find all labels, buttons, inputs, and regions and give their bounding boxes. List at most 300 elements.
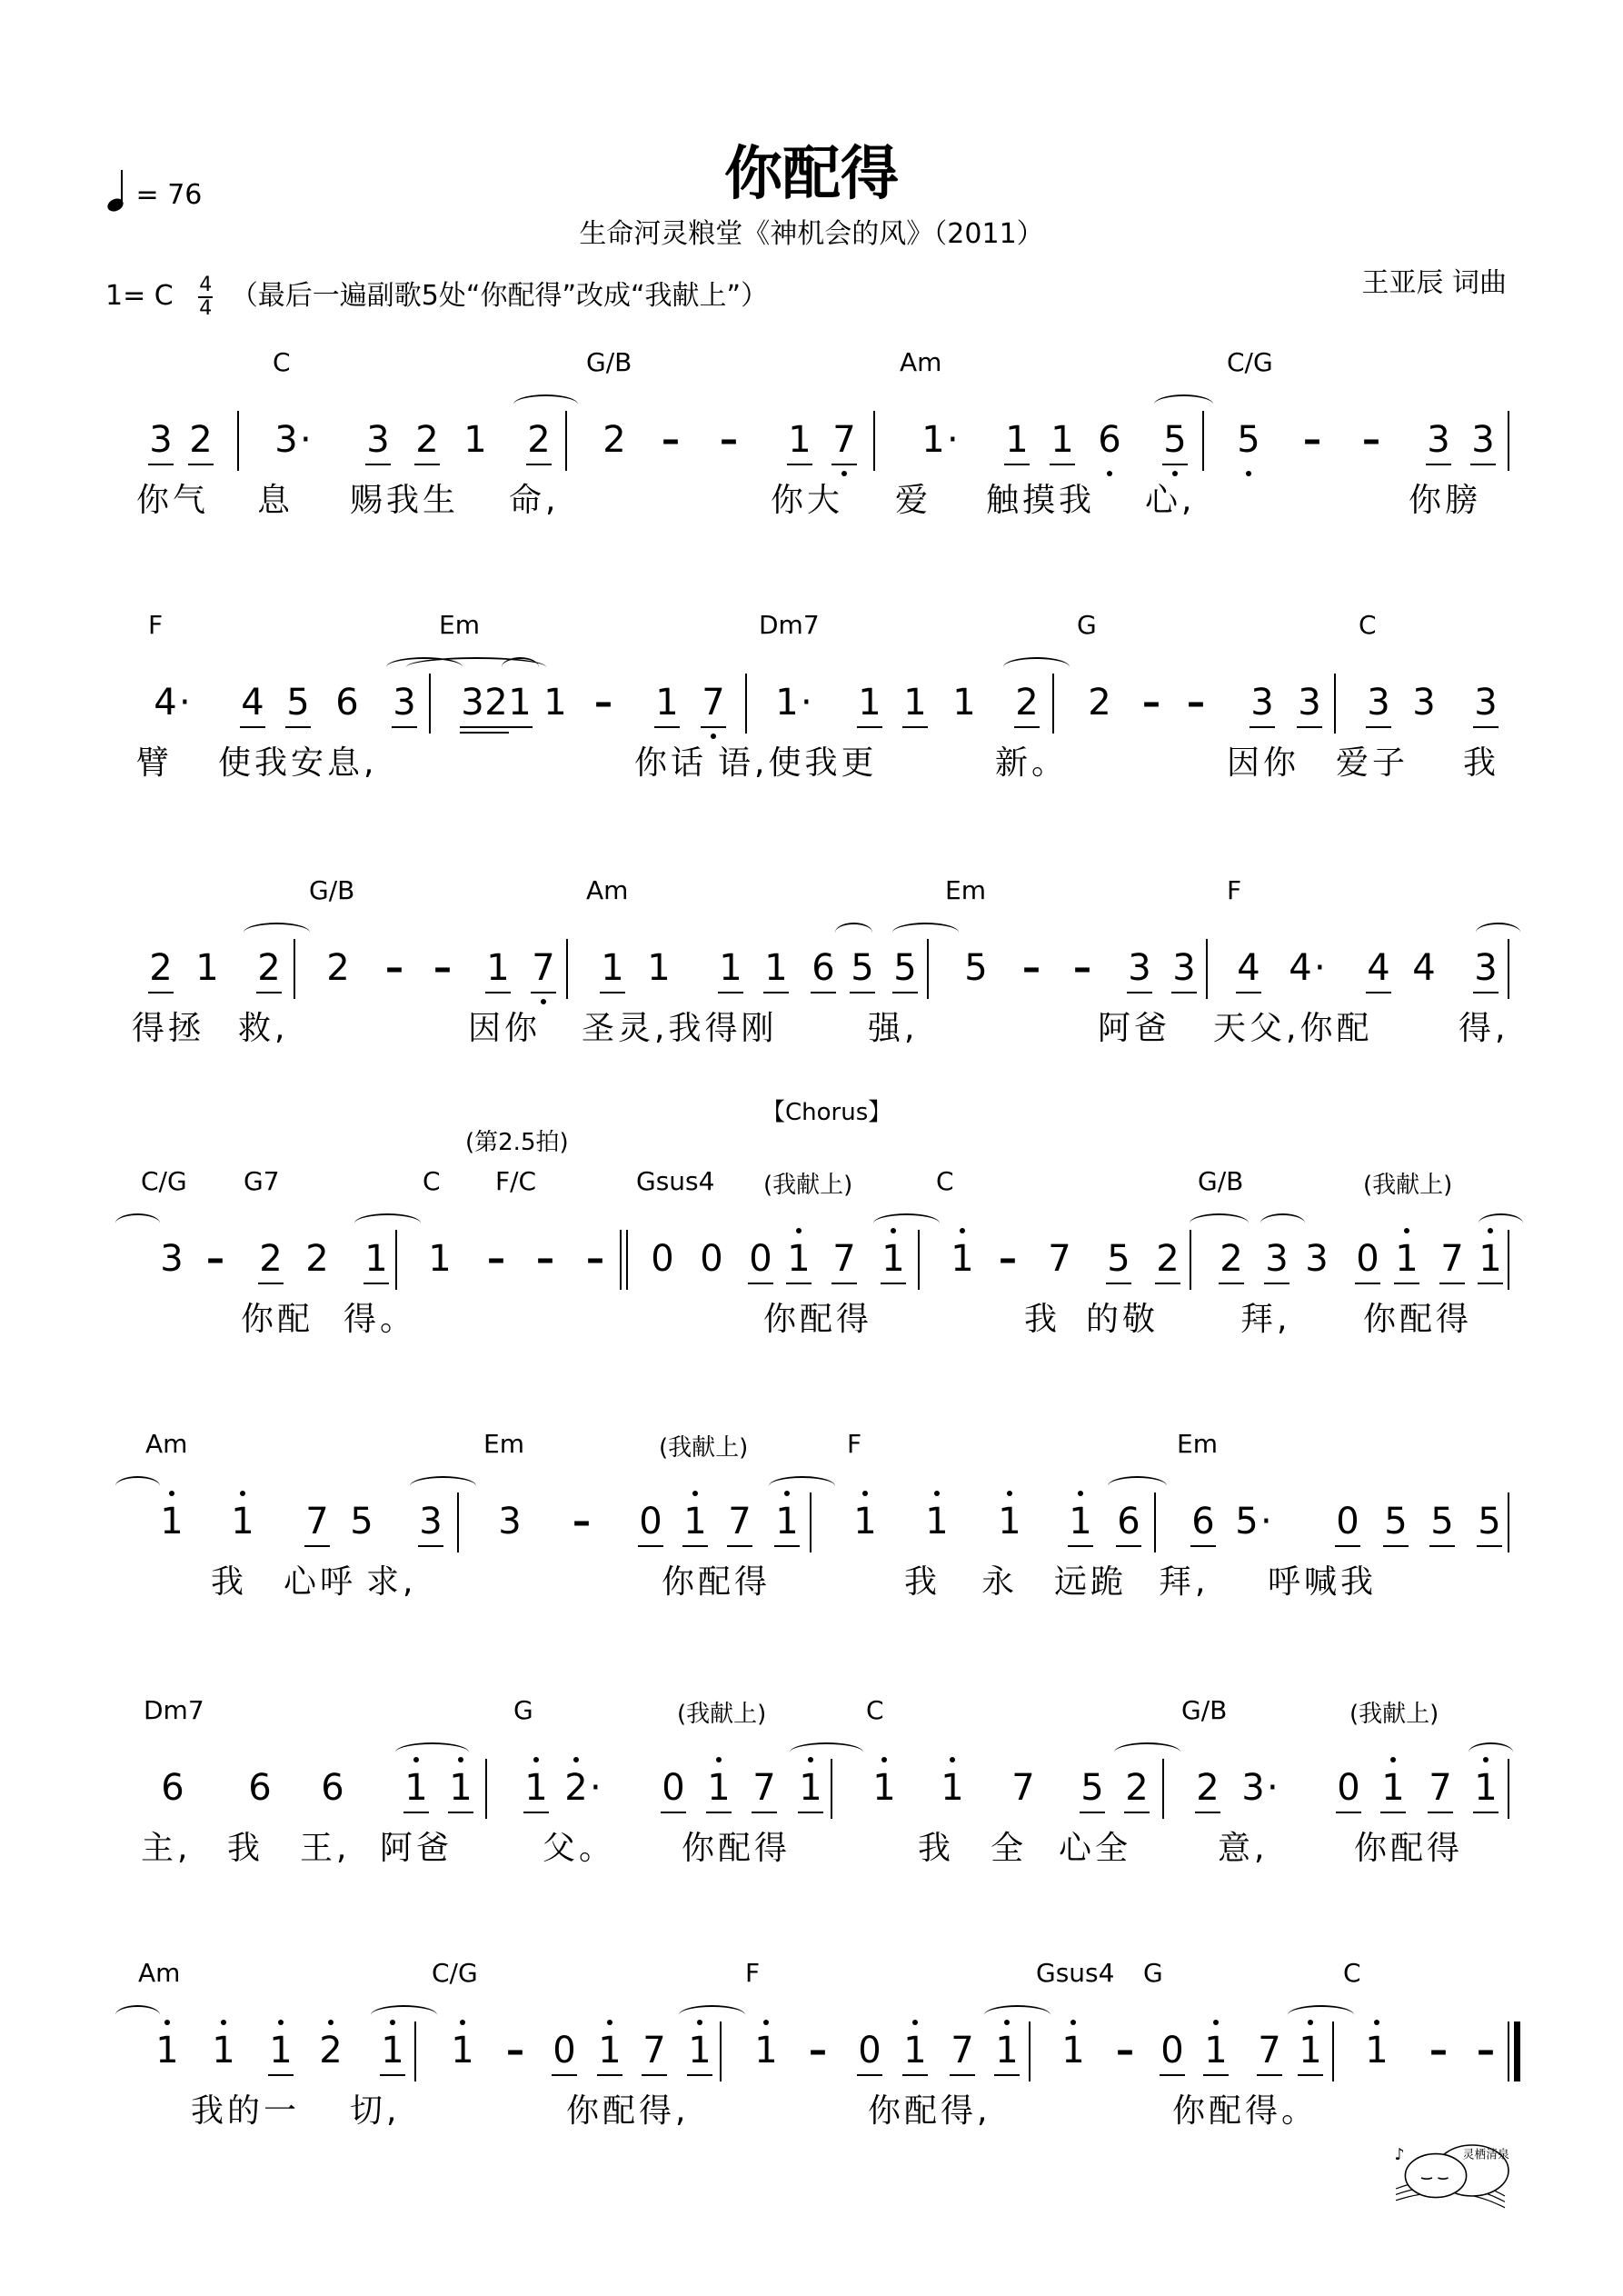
lyric-text: 我 — [1463, 744, 1500, 782]
note: 1 — [1477, 1237, 1504, 1281]
lyric-text: 命, — [509, 482, 560, 519]
note: 3 — [1425, 418, 1452, 462]
tie-slur — [371, 2005, 437, 2025]
lyric-text: 意, — [1218, 1830, 1269, 1867]
barline — [918, 1230, 920, 1290]
sustain-dash: – — [1477, 2030, 1495, 2071]
note: 7 — [530, 946, 557, 990]
lyric-text: 心全 — [1059, 1830, 1132, 1867]
lyric-text: 你大 — [771, 482, 844, 519]
note: 1 — [752, 2029, 780, 2072]
note: 2 — [1088, 682, 1111, 724]
section-label-chorus: 【Chorus】 — [762, 1099, 892, 1126]
lyric-text: 心呼 — [284, 1563, 357, 1601]
note: 1 — [939, 1766, 966, 1810]
alt-lyric-annotation: (我献上) — [763, 1172, 853, 1199]
note: 1 — [1202, 2029, 1230, 2072]
note: 6 — [248, 1767, 272, 1809]
note: 5 — [849, 946, 876, 990]
note: 1 — [379, 2029, 406, 2072]
note: 1 — [506, 681, 533, 724]
note: 5 — [1105, 1237, 1132, 1281]
note: 2 — [525, 418, 553, 462]
note: 1 — [996, 1500, 1023, 1543]
time-sig-bottom: 4 — [199, 296, 213, 320]
note: 1 — [1297, 2029, 1324, 2072]
note: 7 — [1427, 1766, 1454, 1810]
lyric-text: 触摸我 — [986, 482, 1096, 519]
barline — [1162, 1759, 1164, 1819]
high-octave-dot — [881, 1757, 887, 1762]
chord-symbol: Am — [138, 1958, 181, 1988]
note: 3 — [1472, 681, 1499, 724]
lyric-text: 爱子 — [1336, 744, 1409, 782]
high-octave-dot — [960, 1228, 965, 1233]
chord-symbol: G/B — [309, 875, 355, 905]
tie-slur — [513, 394, 578, 414]
high-octave-dot — [716, 1757, 722, 1762]
note: 6 — [1115, 1500, 1142, 1543]
high-octave-dot — [1078, 1491, 1083, 1496]
tie-slur — [115, 1213, 160, 1233]
note: 1 — [543, 682, 567, 724]
lyric-text: 心, — [1145, 482, 1196, 519]
lyric-text: 新。 — [995, 744, 1069, 782]
lyric-text: 使我安息, — [218, 744, 378, 782]
high-octave-dot — [862, 1491, 868, 1496]
tie-slur — [1190, 1213, 1249, 1233]
sustain-dash: – — [506, 2030, 524, 2071]
note: 0 — [1159, 2029, 1186, 2072]
note: 1 — [901, 2029, 929, 2072]
lyric-text: 我 — [227, 1830, 264, 1867]
note: 3 — [1305, 1238, 1329, 1280]
lyric-text: 臂 — [136, 744, 174, 782]
low-octave-dot — [541, 999, 546, 1004]
note: 1 — [786, 418, 813, 462]
alt-lyric-annotation: (我献上) — [659, 1434, 749, 1462]
chord-symbol: C — [1359, 610, 1377, 640]
lyric-text: 因你 — [1227, 744, 1300, 782]
tie-slur — [835, 923, 872, 943]
lyric-text: 我 — [1024, 1301, 1061, 1338]
chord-symbol: C — [1343, 1958, 1361, 1988]
note: 1 — [923, 1500, 951, 1543]
augmentation-dot: · — [300, 419, 312, 461]
lyric-text: 的敬 — [1086, 1301, 1160, 1338]
chord-symbol: Em — [945, 875, 986, 905]
barline — [1029, 2021, 1031, 2081]
sleeping-sheep-icon — [1381, 2136, 1527, 2227]
note: 1 — [949, 1237, 976, 1281]
note: 5 — [1235, 418, 1262, 462]
sustain-dash: – — [1429, 2030, 1448, 2071]
high-octave-dot — [221, 2020, 226, 2025]
lyric-text: 你配得 — [1354, 1830, 1464, 1867]
note: 7 — [949, 2029, 976, 2072]
note: 7 — [1011, 1767, 1035, 1809]
note: 1 — [523, 1766, 550, 1810]
note: 0 — [856, 2029, 883, 2072]
barline — [1334, 674, 1336, 734]
note: 6 — [1096, 418, 1123, 462]
tie-slur — [115, 1476, 160, 1496]
logo — [1381, 2136, 1527, 2227]
lyric-text: 呼喊我 — [1268, 1563, 1378, 1601]
note: 1 — [484, 946, 512, 990]
tie-slur — [115, 2005, 160, 2025]
note: 4 — [1235, 946, 1262, 990]
high-octave-dot — [607, 2020, 612, 2025]
chord-symbol: G7 — [244, 1166, 280, 1196]
note: 1 — [682, 1500, 709, 1543]
lyric-text: 强, — [868, 1010, 919, 1047]
high-octave-dot — [796, 1228, 802, 1233]
chord-symbol: Em — [483, 1429, 524, 1459]
note: 0 — [1335, 1766, 1362, 1810]
chord-symbol: Am — [145, 1429, 188, 1459]
chord-symbol: F — [847, 1429, 862, 1459]
lyric-text: 语,使我更 — [718, 744, 878, 782]
note: 5 — [284, 681, 312, 724]
augmentation-dot: · — [590, 1767, 602, 1809]
lyric-text: 主, — [141, 1830, 192, 1867]
note: 0 — [1334, 1500, 1361, 1543]
key-text: 1= C — [105, 280, 174, 312]
note: 5 — [1429, 1500, 1456, 1543]
low-octave-dot — [1246, 471, 1251, 476]
high-octave-dot — [1007, 1491, 1012, 1496]
barline — [414, 2021, 416, 2081]
note: 7 — [831, 418, 858, 462]
lyric-text: 你配 — [241, 1301, 314, 1338]
note: 4 — [1289, 947, 1312, 989]
note: 3 — [1412, 682, 1436, 724]
note: 2 — [1013, 681, 1041, 724]
chord-symbol: F — [148, 610, 164, 640]
note: 1 — [647, 947, 671, 989]
sustain-dash: – — [536, 1238, 554, 1280]
chord-symbol: G/B — [1181, 1695, 1228, 1725]
note: 3 — [1296, 681, 1323, 724]
note: 2 — [317, 2029, 344, 2072]
tie-slur — [769, 1476, 835, 1496]
augmentation-dot: · — [179, 682, 191, 724]
note: 2 — [483, 681, 510, 724]
lyric-text: 我 — [904, 1563, 941, 1601]
tie-slur — [892, 923, 959, 943]
note: 3 — [147, 418, 174, 462]
sustain-dash: – — [999, 1238, 1017, 1280]
chord-symbol: C/G — [1227, 347, 1273, 377]
note: 7 — [1048, 1238, 1071, 1280]
lyric-text: 息 — [257, 482, 294, 519]
high-octave-dot — [164, 2020, 170, 2025]
barline — [873, 411, 875, 471]
chord-symbol: Am — [586, 875, 629, 905]
note: 1 — [154, 2029, 181, 2072]
lyric-text: 得。 — [344, 1301, 417, 1338]
barline — [1508, 1230, 1509, 1290]
lyric-text: 你气 — [136, 482, 210, 519]
note: 3 — [1241, 1767, 1265, 1809]
lyric-text: 我 — [918, 1830, 955, 1867]
chord-symbol: Dm7 — [759, 610, 820, 640]
lyric-text: 求, — [366, 1563, 417, 1601]
sustain-dash: – — [1362, 419, 1380, 461]
time-sig-top: 4 — [199, 273, 213, 296]
tie-slur — [354, 1213, 421, 1233]
note: 7 — [726, 1500, 753, 1543]
barline — [720, 2021, 722, 2081]
tie-slur — [1476, 923, 1520, 943]
note: 2 — [147, 946, 174, 990]
barline — [1190, 1230, 1191, 1290]
chord-symbol: G — [513, 1695, 533, 1725]
lyric-text: 因你 — [468, 1010, 542, 1047]
note: 1 — [158, 1500, 185, 1543]
note: 1 — [1060, 2029, 1087, 2072]
note: 1 — [1003, 418, 1031, 462]
barline — [1508, 1759, 1509, 1819]
note: 1 — [871, 1766, 898, 1810]
note: 4 — [1412, 947, 1436, 989]
barline — [566, 939, 568, 999]
note: 4 — [154, 682, 177, 724]
note: 5 — [1079, 1766, 1106, 1810]
barline — [457, 1492, 459, 1552]
note: 2 — [255, 946, 283, 990]
chord-symbol: Am — [900, 347, 942, 377]
lyric-text: 救, — [238, 1010, 289, 1047]
chord-symbol: F/C — [495, 1166, 537, 1196]
note: 6 — [1190, 1500, 1217, 1543]
note: 3 — [498, 1501, 522, 1542]
chord-symbol: G/B — [1198, 1166, 1244, 1196]
note: 7 — [831, 1237, 858, 1281]
note: 4 — [239, 681, 266, 724]
lyric-text: 我 — [191, 2092, 228, 2130]
song-title: 你配得 — [724, 141, 899, 208]
high-octave-dot — [1374, 2020, 1379, 2025]
tempo-value: = 76 — [135, 179, 203, 211]
note: 1 — [851, 1500, 879, 1543]
high-octave-dot — [1404, 1228, 1409, 1233]
augmentation-dot: · — [1267, 1767, 1279, 1809]
note: 2 — [187, 418, 214, 462]
barline — [1508, 1492, 1509, 1552]
barline — [927, 939, 929, 999]
note: 7 — [304, 1500, 331, 1543]
sustain-dash: – — [586, 1238, 604, 1280]
sustain-dash: – — [1022, 947, 1041, 989]
lyric-text: 拜, — [1240, 1301, 1291, 1338]
lyric-text: 得, — [1459, 1010, 1509, 1047]
chord-symbol: F — [745, 1958, 761, 1988]
tie-slur — [1154, 394, 1213, 414]
note: 2 — [602, 419, 626, 461]
note: 1 — [880, 1237, 907, 1281]
sustain-dash: – — [573, 1501, 591, 1542]
svg-text:♪: ♪ — [1394, 2146, 1405, 2164]
high-octave-dot — [169, 1491, 174, 1496]
sustain-dash: – — [1303, 419, 1321, 461]
lyric-text: 的一 — [227, 2092, 301, 2130]
note: 1 — [267, 2029, 294, 2072]
lyric-text: 切, — [350, 2092, 401, 2130]
lyric-text: 王, — [300, 1830, 351, 1867]
lyric-text: 天父,你配 — [1213, 1010, 1373, 1047]
note: 2 — [1218, 1237, 1245, 1281]
composer-credit: 王亚辰 词曲 — [1361, 267, 1507, 299]
chord-symbol: C/G — [432, 1958, 478, 1988]
chord-symbol: G — [1143, 1958, 1163, 1988]
chord-symbol: C/G — [141, 1166, 187, 1196]
note: 7 — [700, 681, 727, 724]
note: 2 — [1123, 1766, 1150, 1810]
note: 0 — [747, 1237, 774, 1281]
barline — [745, 674, 747, 734]
chord-symbol: G/B — [586, 347, 632, 377]
note: 1 — [1393, 1237, 1420, 1281]
sustain-dash: – — [1116, 2030, 1134, 2071]
chord-symbol: Gsus4 — [636, 1166, 715, 1196]
lyric-text: 父。 — [543, 1830, 616, 1867]
sustain-dash: – — [720, 419, 738, 461]
note: 1 — [762, 946, 790, 990]
high-octave-dot — [763, 2020, 769, 2025]
note: 2 — [326, 947, 350, 989]
note: 7 — [1256, 2029, 1283, 2072]
note: 1 — [195, 947, 219, 989]
high-octave-dot — [533, 1757, 539, 1762]
barline — [1052, 674, 1054, 734]
chord-symbol: G — [1077, 610, 1097, 640]
chord-symbol: C — [866, 1695, 884, 1725]
lyric-text: 赐我生 — [350, 482, 460, 519]
barline — [565, 411, 567, 471]
note: 3 — [1126, 946, 1153, 990]
beat-annotation: (第2.5拍) — [465, 1129, 569, 1156]
note: 1 — [428, 1238, 452, 1280]
tie-slur — [502, 657, 539, 677]
barline — [831, 1759, 832, 1819]
low-octave-dot — [711, 734, 716, 739]
sustain-dash: – — [662, 419, 680, 461]
high-octave-dot — [692, 1491, 698, 1496]
note: 1 — [229, 1500, 256, 1543]
note: 1 — [785, 1237, 812, 1281]
tie-slur — [984, 2005, 1050, 2025]
barline — [810, 1492, 812, 1552]
note: 1 — [403, 1766, 430, 1810]
lyric-text: 你配得。 — [1172, 2092, 1319, 2130]
note: 3 — [1469, 418, 1497, 462]
barline — [1154, 1492, 1156, 1552]
tie-slur — [873, 1213, 940, 1233]
chord-symbol: C — [423, 1166, 441, 1196]
note: 2 — [257, 1237, 284, 1281]
sustain-dash: – — [1187, 682, 1205, 724]
high-octave-dot — [1390, 1757, 1396, 1762]
barline — [1508, 411, 1509, 471]
lyric-text: 我 — [211, 1563, 248, 1601]
note: 0 — [1354, 1237, 1381, 1281]
note: 1 — [463, 419, 487, 461]
note: 1 — [775, 682, 799, 724]
tie-slur — [1479, 1213, 1523, 1233]
note: 1 — [717, 946, 744, 990]
tie-slur — [1003, 657, 1070, 677]
note: 1 — [449, 2029, 476, 2072]
tie-slur — [1288, 2005, 1354, 2025]
note: 2 — [1194, 1766, 1221, 1810]
note: 1 — [447, 1766, 474, 1810]
chord-symbol: C — [936, 1166, 954, 1196]
note: 6 — [321, 1767, 344, 1809]
high-octave-dot — [950, 1757, 955, 1762]
tie-slur — [1108, 1476, 1167, 1496]
note: 3 — [364, 418, 392, 462]
barline — [237, 411, 239, 471]
svg-text:灵栖清泉: 灵栖清泉 — [1462, 2148, 1509, 2162]
note: 1 — [1472, 1766, 1499, 1810]
barline — [395, 1230, 397, 1290]
note: 0 — [651, 1238, 674, 1280]
low-octave-dot — [1107, 471, 1112, 476]
note: 7 — [641, 2029, 668, 2072]
augmentation-dot: · — [801, 682, 812, 724]
barline — [429, 674, 431, 734]
note: 1 — [599, 946, 626, 990]
note: 1 — [856, 681, 883, 724]
high-octave-dot — [573, 1757, 579, 1762]
high-octave-dot — [240, 1491, 245, 1496]
alt-lyric-annotation: (我献上) — [1349, 1701, 1439, 1728]
chord-symbol: C — [273, 347, 291, 377]
note: 3 — [274, 419, 298, 461]
sustain-dash: – — [385, 947, 403, 989]
high-octave-dot — [278, 2020, 284, 2025]
high-octave-dot — [1213, 2020, 1219, 2025]
chord-symbol: F — [1227, 875, 1242, 905]
lyric-text: 你配得 — [682, 1830, 792, 1867]
double-barline — [620, 1230, 628, 1290]
note: 0 — [700, 1238, 723, 1280]
lyric-text: 你配得 — [662, 1563, 772, 1601]
high-octave-dot — [1070, 2020, 1076, 2025]
note: 1 — [1363, 2029, 1390, 2072]
note: 3 — [459, 681, 486, 724]
augmentation-dot: · — [1260, 1501, 1272, 1542]
note: 2 — [563, 1766, 590, 1810]
alt-lyric-annotation: (我献上) — [677, 1701, 767, 1728]
note: 1 — [901, 681, 929, 724]
note: 3 — [1365, 681, 1392, 724]
note: 4 — [1365, 946, 1392, 990]
time-signature — [198, 275, 213, 319]
note: 2 — [305, 1238, 329, 1280]
note: 6 — [335, 682, 359, 724]
sustain-dash: – — [1073, 947, 1091, 989]
note: 0 — [660, 1766, 687, 1810]
tie-slur — [410, 1476, 476, 1496]
note: 1 — [210, 2029, 237, 2072]
sustain-dash: – — [206, 1238, 224, 1280]
lyric-text: 得拯 — [132, 1010, 205, 1047]
note: 6 — [161, 1767, 184, 1809]
note: 0 — [637, 1500, 664, 1543]
